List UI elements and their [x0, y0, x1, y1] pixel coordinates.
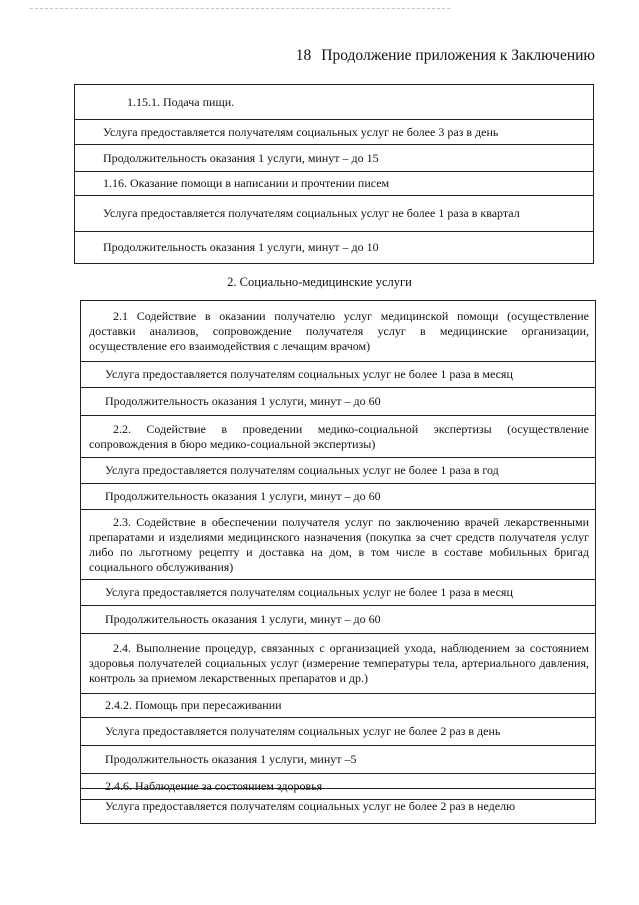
table-row: 1.16. Оказание помощи в написании и прочтении писем	[75, 171, 593, 195]
table-row: Продолжительность оказания 1 услуги, минут – до 60	[81, 483, 595, 509]
table-row: Продолжительность оказания 1 услуги, минут – до 60	[81, 387, 595, 415]
page-number: 18	[295, 47, 312, 64]
table-row: 2.4.2. Помощь при пересаживании	[81, 693, 595, 717]
table-row: 2.2. Содействие в проведении медико-социальной экспертизы (осуществление сопровождения в бюро медико-социальной экспертизы)	[81, 415, 595, 457]
page-title: Продолжение приложения к Заключению	[321, 47, 595, 64]
scan-artifact	[30, 8, 450, 11]
table-row: 1.15.1. Подача пищи.	[127, 94, 235, 109]
services-table-2	[80, 300, 596, 800]
table-row: 2.1 Содействие в оказании получателю услуг медицинской помощи (осуществление доставки анализов, сопровождение получателя услуг в медицинские организации, осуществление его взаимодействия с лечащим врачом)	[89, 308, 589, 353]
page-header	[296, 47, 595, 65]
table-row: Услуга предоставляется получателям социальных услуг не более 1 раза в год	[81, 457, 595, 483]
table-row: Услуга предоставляется получателям социальных услуг не более 1 раза в месяц	[81, 579, 595, 605]
table-row: Услуга предоставляется получателям социальных услуг не более 3 раз в день	[75, 119, 593, 144]
table-row: Услуга предоставляется получателям социальных услуг не более 2 раз в неделю	[105, 798, 516, 813]
table-row: Продолжительность оказания 1 услуги, минут – до 60	[81, 605, 595, 633]
table-row: 2.3. Содействие в обеспечении получателя услуг по заключению врачей лекарственными препаратами и изделиями медицинского назначения (покупка за счет средств получателя услуг либо по льготному рецепту и доставка на дом, в том числе в составе мобильных бригад социального обслуживания)	[81, 509, 595, 579]
services-table-3	[80, 788, 596, 824]
services-table-1	[74, 84, 594, 264]
table-row: Продолжительность оказания 1 услуги, минут – до 15	[75, 144, 593, 171]
table-row: Продолжительность оказания 1 услуги, минут –5	[81, 745, 595, 773]
table-row: 2.4.6. Наблюдение за состоянием здоровья	[81, 773, 595, 799]
table-row: 2.4. Выполнение процедур, связанных с организацией ухода, наблюдением за состоянием здоровья получателей социальных услуг (измерение температуры тела, артериального давления, контроль за приемом лекарственных препаратов и др.)	[81, 633, 595, 693]
table-row: Услуга предоставляется получателям социальных услуг не более 1 раза в квартал	[75, 195, 593, 231]
table-row: Продолжительность оказания 1 услуги, минут – до 10	[75, 231, 593, 263]
section-title: 2. Социально-медицинские услуги	[227, 275, 412, 289]
table-row: Услуга предоставляется получателям социальных услуг не более 1 раза в месяц	[81, 361, 595, 387]
table-row: Услуга предоставляется получателям социальных услуг не более 2 раз в день	[81, 717, 595, 745]
